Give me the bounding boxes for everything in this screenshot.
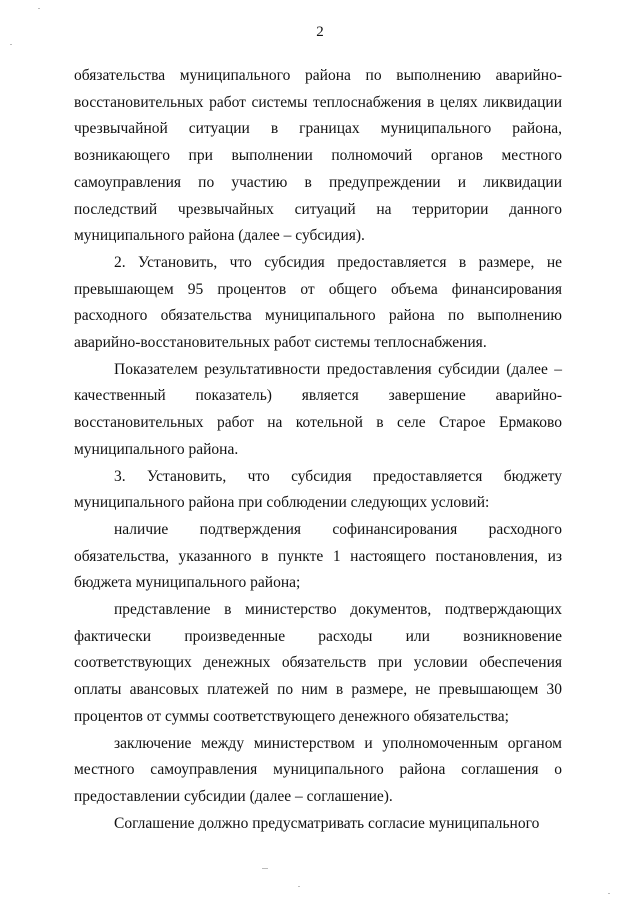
paragraph-2: 2. Установить, что субсидия предоставляется в размере, не превышающем 95 процентов от общего объема финансирования расходного обязательства муниципального района по выполнению аварийно-восстановительных работ системы теплоснабжения. bbox=[74, 253, 562, 352]
scan-speck bbox=[608, 893, 610, 894]
document-body bbox=[74, 63, 562, 837]
paragraph-5: наличие подтверждения софинансирования расходного обязательства, указанного в пункте 1 настоящего постановления, из бюджета муниципального района; bbox=[74, 520, 562, 592]
scan-speck bbox=[10, 44, 12, 45]
scan-speck bbox=[38, 8, 40, 9]
paragraph-3: Показателем результативности предоставления субсидии (далее – качественный показатель) является завершение аварийно-восстановительных работ на котельной в селе Старое Ермаково муниципального района. bbox=[74, 360, 562, 458]
scan-speck bbox=[298, 886, 300, 887]
paragraph-1: обязательства муниципального района по выполнению аварийно-восстановительных работ системы теплоснабжения в целях ликвидации чрезвычайной ситуации в границах муниципального района, возникающего при выполнении полномочий органов местного самоуправления по участию в предупреждении и ликвидации последствий чрезвычайных ситуаций на территории данного муниципального района (далее – субсидия). bbox=[74, 67, 562, 245]
paragraph-4: 3. Установить, что субсидия предоставляется бюджету муниципального района при соблюдении следующих условий: bbox=[74, 467, 562, 512]
paragraph-8: Соглашение должно предусматривать согласие муниципального bbox=[114, 814, 540, 832]
page-number: 2 bbox=[316, 24, 324, 40]
paragraph-6: представление в министерство документов, подтверждающих фактически произведенные расходы или возникновение соответствующих денежных обязательств при условии обеспечения оплаты авансовых платежей по ним в размере, не превышающем 30 процентов от суммы соответствующего денежного обязательства; bbox=[74, 601, 562, 725]
scan-speck bbox=[262, 868, 268, 869]
paragraph-7: заключение между министерством и уполномоченным органом местного самоуправления муниципального района соглашения о предоставлении субсидии (далее – соглашение). bbox=[74, 734, 562, 805]
